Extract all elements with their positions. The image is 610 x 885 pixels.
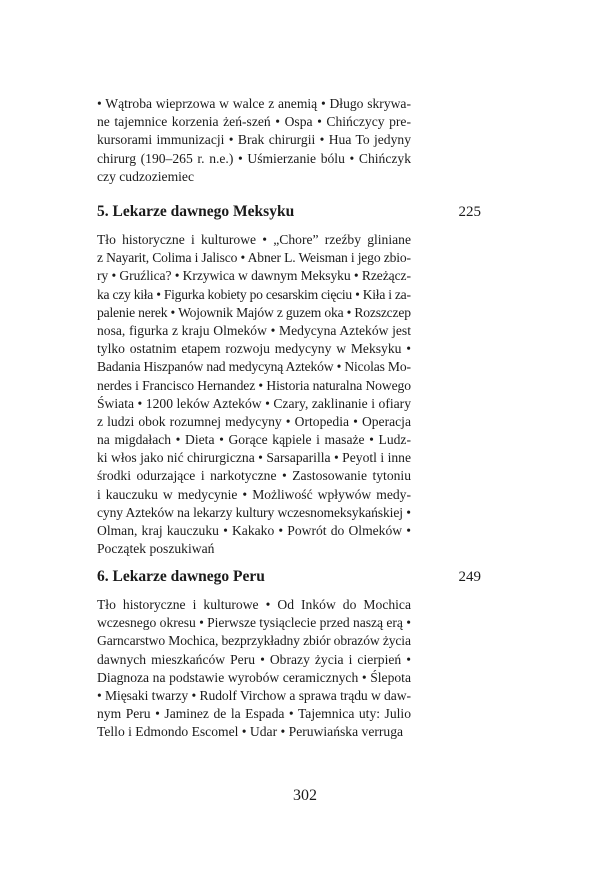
chapter-5-heading [97, 201, 481, 223]
text-line: ne tajemnice korzenia żeń-szeń • Ospa • Chińczycy pre- [97, 114, 411, 130]
text-line: Tło historyczne i kulturowe • Od Inków do Mochica [97, 597, 411, 612]
text-line: czy cudzoziemiec [97, 168, 194, 184]
text-line: ki włos jako nić chirurgiczna • Sarsaparilla • Peyotl i inne [97, 450, 411, 466]
text-line: cyny Azteków na lekarzy kultury wczesnomeksykańskiej • [97, 504, 411, 520]
text-line: nosa, figurka z kraju Olmeków • Medycyna Azteków jest [97, 322, 411, 338]
text-line: Olman, kraj kauczuku • Kakako • Powrót do Olmeków • [97, 523, 411, 538]
chapter-5-title: 5. Lekarze dawnego Meksyku [97, 203, 295, 220]
text-line: Badania Hiszpanów nad medycyną Azteków • Nicolas Mo- [97, 359, 411, 375]
text-line: z Nayarit, Colima i Jalisco • Abner L. Weisman i jego zbio- [97, 250, 411, 266]
text-line: środki odurzające i narkotyczne • Zastosowanie tytoniu [97, 468, 411, 484]
text-line: i kauczuku w medycynie • Możliwość wpływów medy- [97, 486, 411, 502]
text-line: z ludzi obok rozumnej medycyny • Ortopedia • Operacja [97, 413, 411, 429]
text-line: Tło historyczne i kulturowe • „Chore” rzeźby gliniane [97, 232, 411, 247]
text-line: nym Peru • Jaminez de la Espada • Tajemnica uty: Julio [97, 706, 411, 722]
text-line: nerdes i Francisco Hernandez • Historia naturalna Nowego [97, 377, 411, 393]
chapter-6-page: 249 [458, 569, 481, 585]
page-number: 302 [293, 787, 317, 804]
text-line: Garncarstwo Mochica, bezprzykładny zbiór obrazów życia [97, 633, 411, 649]
text-line: ka czy kiła • Figurka kobiety po cesarskim cięciu • Kiła i za- [97, 286, 411, 302]
chapter-6-heading [97, 566, 481, 588]
text-line: na migdałach • Dieta • Gorące kąpiele i masaże • Ludz- [97, 432, 411, 448]
chapter-6-summary [97, 596, 411, 742]
text-line: • Wątroba wieprzowa w walce z anemią • Długo skrywa- [97, 96, 411, 111]
text-line: kursorami immunizacji • Brak chirurgii • Hua To jedyny [97, 132, 411, 148]
text-line: ry • Gruźlica? • Krzywica w dawnym Meksyku • Rzeżącz- [97, 268, 411, 284]
text-line: chirurg (190–265 r. n.e.) • Uśmierzanie bólu • Chińczyk [97, 150, 411, 166]
toc-continuation [97, 95, 411, 186]
text-line: Diagnoza na podstawie wyrobów ceramicznych • Ślepota [97, 669, 411, 685]
chapter-5-page: 225 [458, 204, 481, 220]
text-line: • Mięsaki twarzy • Rudolf Virchow a sprawa trądu w daw- [97, 687, 411, 703]
chapter-5-summary [97, 231, 411, 558]
text-line: tylko ostatnim etapem rozwoju medycyny w Meksyku • [97, 341, 411, 357]
text-line: Początek poszukiwań [97, 541, 215, 557]
text-line: dawnych mieszkańców Peru • Obrazy życia i cierpień • [97, 651, 411, 667]
text-line: Świata • 1200 leków Azteków • Czary, zaklinanie i ofiary [97, 395, 411, 411]
text-line: wczesnego okresu • Pierwsze tysiąclecie przed naszą erą • [97, 615, 411, 631]
text-line: Tello i Edmondo Escomel • Udar • Peruwiańska verruga [97, 724, 404, 740]
text-line: palenie nerek • Wojownik Majów z guzem oka • Rozszczep [97, 304, 411, 320]
chapter-6-title: 6. Lekarze dawnego Peru [97, 568, 265, 585]
